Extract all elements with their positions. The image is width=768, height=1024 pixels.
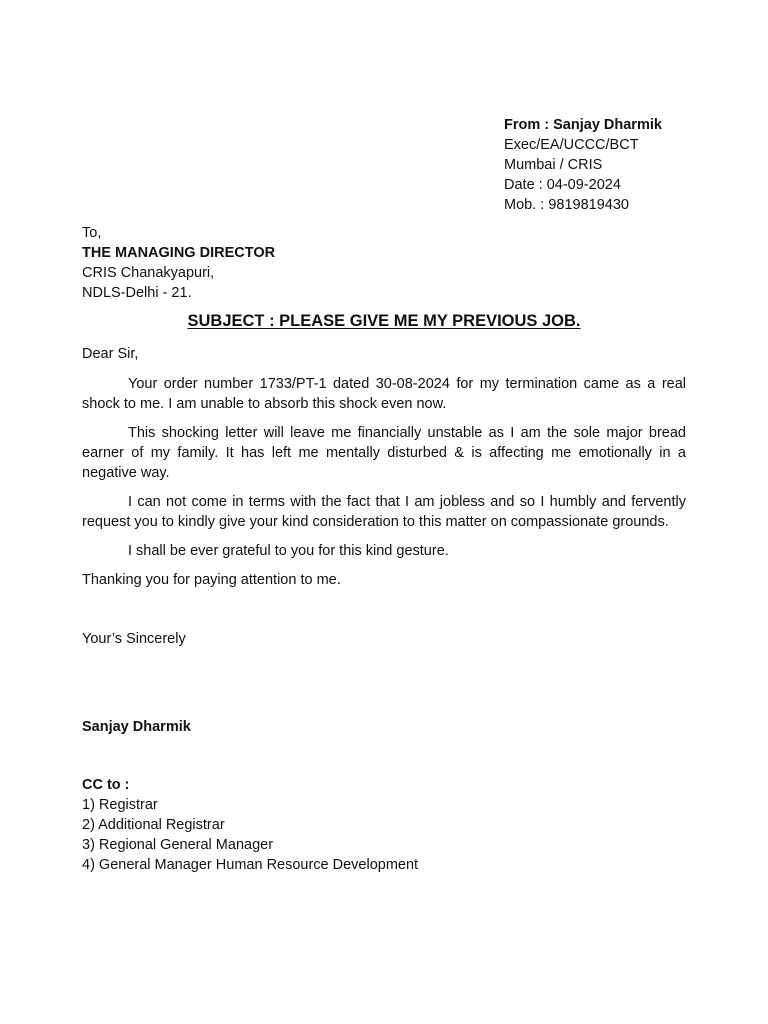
recipient-title: THE MANAGING DIRECTOR: [82, 245, 276, 261]
body-paragraph-3: I can not come in terms with the fact that I am jobless and so I humbly and fervently request you to kindly give your kind consideration to this matter on compassionate grounds.: [82, 494, 686, 530]
cc-label: CC to :: [82, 777, 130, 793]
body-paragraph-2: This shocking letter will leave me financially unstable as I am the sole major bread earner of my family. It has left me mentally disturbed & is affecting me emotionally in a negative way.: [82, 425, 686, 481]
to-label: To,: [82, 225, 102, 241]
thanks-line: Thanking you for paying attention to me.: [82, 572, 341, 588]
sender-mobile: Mob. : 9819819430: [504, 197, 629, 213]
signature-name: Sanjay Dharmik: [82, 719, 191, 735]
sender-name-line: From : Sanjay Dharmik: [504, 117, 662, 133]
closing-line: Your’s Sincerely: [82, 631, 186, 647]
sender-block: [504, 115, 662, 215]
body-paragraph-1: Your order number 1733/PT-1 dated 30-08-2024 for my termination came as a real shock to me. I am unable to absorb this shock even now.: [82, 376, 686, 412]
cc-item: 4) General Manager Human Resource Development: [82, 857, 419, 873]
subject-text: SUBJECT : PLEASE GIVE ME MY PREVIOUS JOB.: [187, 312, 581, 330]
letter-date: Date : 04-09-2024: [504, 177, 621, 193]
recipient-address-line-2: NDLS-Delhi - 21.: [82, 285, 192, 301]
sender-designation: Exec/EA/UCCC/BCT: [504, 137, 639, 153]
cc-item: 1) Registrar: [82, 797, 158, 813]
sender-location: Mumbai / CRIS: [504, 157, 603, 173]
body-paragraph-4: I shall be ever grateful to you for this kind gesture.: [128, 543, 449, 559]
cc-item: 2) Additional Registrar: [82, 817, 225, 833]
recipient-block: [82, 223, 275, 303]
cc-block: [82, 775, 418, 875]
salutation: Dear Sir,: [82, 346, 139, 362]
cc-item: 3) Regional General Manager: [82, 837, 274, 853]
subject-line: [0, 312, 768, 331]
recipient-address-line-1: CRIS Chanakyapuri,: [82, 265, 215, 281]
